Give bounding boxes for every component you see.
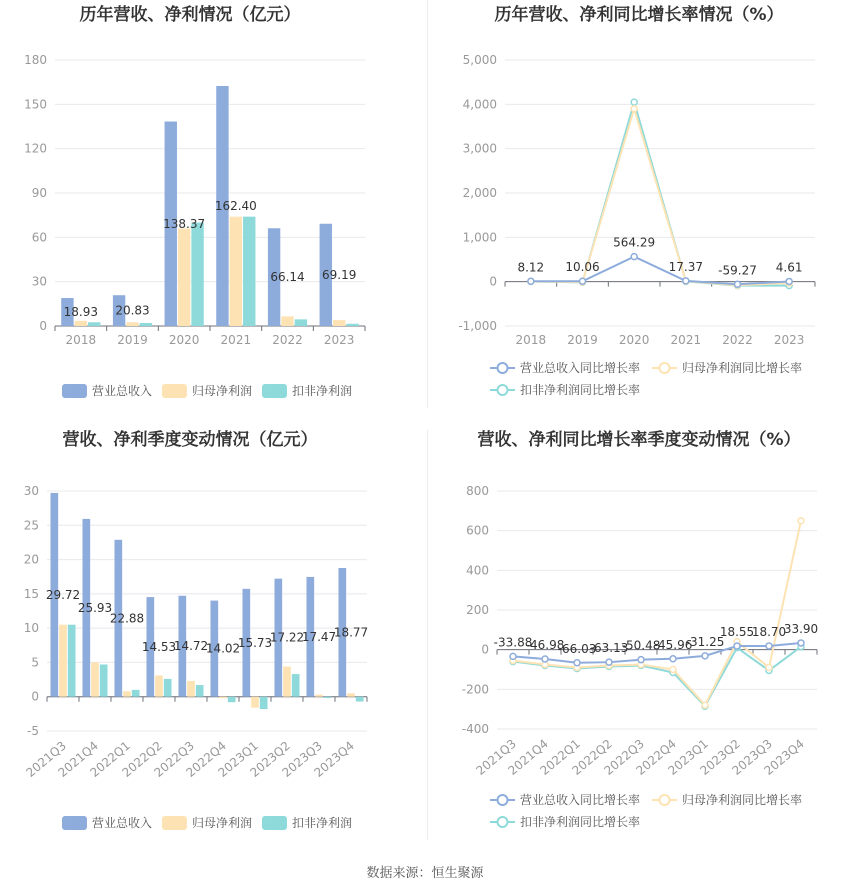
y-tick-label: 20 — [23, 552, 39, 567]
x-tick-label: 2023Q4 — [311, 738, 357, 780]
bar-net-profit — [178, 228, 190, 326]
bar-deducted-profit — [295, 319, 307, 326]
legend-label: 归母净利润 — [192, 384, 253, 398]
y-tick-label: 0 — [489, 274, 497, 289]
legend-circle-marker — [498, 817, 508, 827]
y-tick-label: 4,000 — [462, 97, 497, 112]
bar-net-profit — [126, 322, 138, 326]
x-tick-label: 2023Q3 — [729, 736, 775, 778]
annual-growth-rate-chart — [425, 0, 850, 410]
y-tick-label: 1,000 — [462, 230, 497, 245]
series-point — [542, 656, 548, 662]
series-line — [531, 109, 789, 285]
data-label: 10.06 — [565, 260, 600, 275]
legend-color-swatch — [262, 816, 287, 830]
series-point — [734, 643, 740, 649]
legend-label: 归母净利润同比增长率 — [682, 361, 803, 375]
y-tick-label: 30 — [31, 274, 47, 289]
legend-item — [262, 815, 352, 830]
y-tick-label: 600 — [466, 523, 489, 538]
data-label: 8.12 — [517, 260, 545, 275]
annual-growth-rate-panel — [425, 0, 850, 410]
legend-label: 扣非净利润同比增长率 — [520, 815, 641, 829]
data-label: 18.70 — [751, 624, 787, 639]
y-tick-label: -5 — [27, 724, 39, 738]
x-tick-label: 2022Q3 — [601, 736, 647, 778]
series-point — [631, 99, 637, 105]
data-label: -59.27 — [718, 263, 757, 278]
x-tick-label: 2023Q2 — [697, 736, 743, 778]
x-tick-label: 2021Q4 — [505, 736, 551, 778]
y-tick-label: 0 — [39, 319, 47, 333]
x-tick-label: 2022Q4 — [633, 736, 679, 778]
x-tick-label: 2021Q4 — [55, 738, 101, 780]
y-tick-label: 90 — [31, 186, 47, 200]
series-point — [631, 106, 637, 112]
y-tick-label: 60 — [31, 230, 47, 245]
bar-net-profit — [333, 320, 345, 326]
bar-deducted-profit — [164, 679, 172, 697]
series-point — [580, 278, 586, 284]
legend-label: 营业总收入 — [92, 384, 153, 398]
data-label: 564.29 — [613, 235, 656, 250]
legend-label: 扣非净利润 — [292, 816, 353, 830]
chart-title: 营收、净利季度变动情况（亿元） — [62, 430, 318, 450]
quarterly-revenue-profit-panel — [0, 425, 425, 845]
series-point — [510, 653, 516, 659]
x-tick-label: 2018 — [65, 333, 97, 347]
data-label: -66.03 — [557, 641, 597, 656]
series-point — [606, 659, 612, 665]
legend-color-swatch — [62, 816, 87, 830]
x-tick-label: 2022Q2 — [569, 736, 615, 778]
x-tick-label: 2022 — [722, 333, 753, 347]
data-label: -63.13 — [589, 641, 629, 656]
bar-net-profit — [251, 697, 259, 708]
series-point — [670, 656, 676, 662]
data-label: 33.90 — [783, 621, 819, 636]
legend-circle-marker — [660, 363, 670, 373]
x-tick-label: 2023Q2 — [247, 738, 293, 780]
legend-color-swatch — [262, 384, 287, 398]
data-label: 18.55 — [719, 624, 755, 639]
annual-revenue-profit-panel — [0, 0, 425, 410]
legend-color-swatch — [162, 384, 187, 398]
data-label: 14.02 — [205, 641, 241, 656]
bar-deducted-profit — [324, 697, 332, 698]
bar-deducted-profit — [140, 323, 152, 326]
legend-item — [62, 815, 152, 830]
y-tick-label: 180 — [24, 53, 47, 67]
bar-net-profit — [59, 625, 67, 697]
data-label: 18.77 — [333, 625, 369, 640]
legend-item — [162, 383, 252, 398]
y-tick-label: 200 — [466, 603, 489, 617]
x-tick-label: 2018 — [515, 333, 547, 347]
series-point — [638, 657, 644, 663]
legend-item — [490, 360, 640, 375]
y-tick-label: 15 — [23, 586, 39, 601]
legend-label: 扣非净利润同比增长率 — [520, 383, 641, 397]
y-tick-label: -200 — [461, 682, 489, 697]
x-tick-label: 2019 — [567, 333, 598, 347]
legend-item — [490, 792, 640, 807]
series-point — [528, 278, 534, 284]
data-label: 138.37 — [163, 216, 206, 231]
y-tick-label: 5 — [31, 655, 39, 670]
legend-circle-marker — [498, 385, 508, 395]
annual-revenue-profit-chart — [0, 0, 425, 410]
x-tick-label: 2022Q4 — [183, 738, 229, 780]
y-tick-label: -1,000 — [458, 319, 497, 333]
legend-label: 归母净利润同比增长率 — [682, 793, 803, 807]
y-tick-label: 3,000 — [462, 141, 497, 156]
bar-deducted-profit — [68, 625, 76, 697]
legend-circle-marker — [660, 795, 670, 805]
x-tick-label: 2023Q4 — [761, 736, 807, 778]
y-tick-label: 25 — [23, 518, 39, 533]
data-label: 25.93 — [77, 600, 113, 615]
x-tick-label: 2021Q3 — [23, 738, 69, 780]
data-label: 17.22 — [269, 630, 305, 645]
series-point — [766, 643, 772, 649]
chart-title: 营收、净利同比增长率季度变动情况（%） — [477, 430, 801, 450]
x-tick-label: 2023Q1 — [215, 738, 261, 780]
legend-item — [162, 815, 252, 830]
bar-net-profit — [75, 321, 87, 326]
y-tick-label: 5,000 — [462, 53, 497, 67]
data-label: 14.72 — [173, 639, 209, 654]
series-point — [735, 281, 741, 287]
quarterly-revenue-profit-chart — [0, 425, 425, 845]
y-tick-label: 800 — [466, 484, 489, 498]
data-label: -50.48 — [621, 638, 661, 653]
chart-title: 历年营收、净利同比增长率情况（%） — [494, 5, 784, 25]
chart-title: 历年营收、净利情况（亿元） — [79, 5, 301, 25]
data-label: 17.47 — [301, 629, 337, 644]
x-tick-label: 2022Q2 — [119, 738, 165, 780]
data-label: 162.40 — [214, 199, 257, 214]
vertical-divider — [427, 0, 428, 408]
bar-deducted-profit — [346, 324, 358, 326]
quarterly-growth-rate-chart — [425, 425, 850, 845]
x-tick-label: 2019 — [117, 333, 148, 347]
legend-circle-marker — [498, 363, 508, 373]
legend-item — [490, 382, 640, 397]
series-point — [670, 667, 676, 673]
legend-label: 营业总收入同比增长率 — [520, 793, 641, 807]
x-tick-label: 2022Q1 — [87, 738, 133, 780]
data-label: -33.88 — [493, 635, 533, 650]
data-label: 66.14 — [270, 270, 305, 285]
y-tick-label: 0 — [31, 689, 39, 704]
bar-net-profit — [155, 675, 163, 696]
data-label: -46.98 — [525, 637, 565, 652]
data-label: -31.25 — [685, 634, 725, 649]
bar-deducted-profit — [88, 322, 100, 326]
series-point — [683, 278, 689, 284]
legend-item — [490, 814, 640, 829]
y-tick-label: 30 — [23, 484, 39, 498]
x-tick-label: 2021Q3 — [473, 736, 519, 778]
bar-net-profit — [187, 681, 195, 697]
legend-item — [262, 383, 352, 398]
x-tick-label: 2022Q1 — [537, 736, 583, 778]
data-label: 20.83 — [115, 303, 150, 318]
data-label: 18.93 — [63, 305, 99, 320]
legend-label: 扣非净利润 — [292, 384, 353, 398]
x-tick-label: 2023Q1 — [665, 736, 711, 778]
bar-net-profit — [283, 667, 291, 697]
legend-item — [62, 383, 152, 398]
legend-color-swatch — [162, 816, 187, 830]
bar-net-profit — [91, 662, 99, 696]
bar-deducted-profit — [191, 223, 203, 326]
x-tick-label: 2022 — [272, 333, 303, 347]
data-label: 14.53 — [141, 639, 177, 654]
y-tick-label: 10 — [23, 621, 39, 636]
data-label: 15.73 — [237, 635, 273, 650]
bar-net-profit — [281, 316, 293, 326]
data-source-note: 数据来源：恒生聚源 — [366, 866, 484, 881]
x-tick-label: 2023 — [323, 333, 355, 347]
y-tick-label: 0 — [481, 642, 489, 657]
y-tick-label: 150 — [24, 97, 47, 112]
bar-deducted-profit — [100, 664, 108, 696]
x-tick-label: 2023 — [773, 333, 805, 347]
data-label: 69.19 — [321, 267, 357, 282]
series-point — [574, 660, 580, 666]
legend-color-swatch — [62, 384, 87, 398]
series-point — [702, 653, 708, 659]
legend-label: 归母净利润 — [192, 816, 253, 830]
y-tick-label: 2,000 — [462, 186, 497, 200]
bar-net-profit — [347, 693, 355, 696]
series-point — [798, 640, 804, 646]
bar-net-profit — [219, 697, 227, 698]
data-label: -45.96 — [653, 637, 693, 652]
data-label: 4.61 — [775, 260, 803, 275]
legend-label: 营业总收入 — [92, 816, 153, 830]
x-tick-label: 2021 — [670, 333, 702, 347]
x-tick-label: 2020 — [618, 333, 650, 347]
legend-item — [652, 360, 802, 375]
legend-circle-marker — [498, 795, 508, 805]
data-label: 22.88 — [109, 611, 145, 626]
x-tick-label: 2023Q3 — [279, 738, 325, 780]
series-line — [513, 521, 801, 705]
bar-deducted-profit — [356, 697, 364, 702]
y-tick-label: 400 — [466, 563, 489, 578]
x-tick-label: 2021 — [220, 333, 252, 347]
bar-deducted-profit — [196, 685, 204, 697]
bar-net-profit — [230, 217, 242, 326]
y-tick-label: 120 — [24, 141, 47, 156]
bar-deducted-profit — [260, 697, 268, 709]
data-label: 29.72 — [45, 587, 81, 602]
data-label: 17.37 — [668, 259, 704, 274]
series-point — [702, 702, 708, 708]
legend-label: 营业总收入同比增长率 — [520, 361, 641, 375]
series-point — [766, 665, 772, 671]
bar-deducted-profit — [132, 690, 140, 697]
quarterly-growth-rate-panel — [425, 425, 850, 845]
series-point — [798, 518, 804, 524]
x-tick-label: 2020 — [168, 333, 200, 347]
bar-deducted-profit — [228, 697, 236, 702]
bar-net-profit — [315, 695, 323, 697]
series-point — [631, 254, 637, 260]
series-line — [513, 647, 801, 707]
y-tick-label: -400 — [461, 722, 489, 736]
bar-deducted-profit — [243, 217, 255, 326]
vertical-divider-lower — [427, 430, 428, 840]
series-point — [786, 278, 792, 284]
legend-item — [652, 792, 802, 807]
bar-deducted-profit — [292, 674, 300, 697]
bar-net-profit — [123, 691, 131, 696]
x-tick-label: 2022Q3 — [151, 738, 197, 780]
